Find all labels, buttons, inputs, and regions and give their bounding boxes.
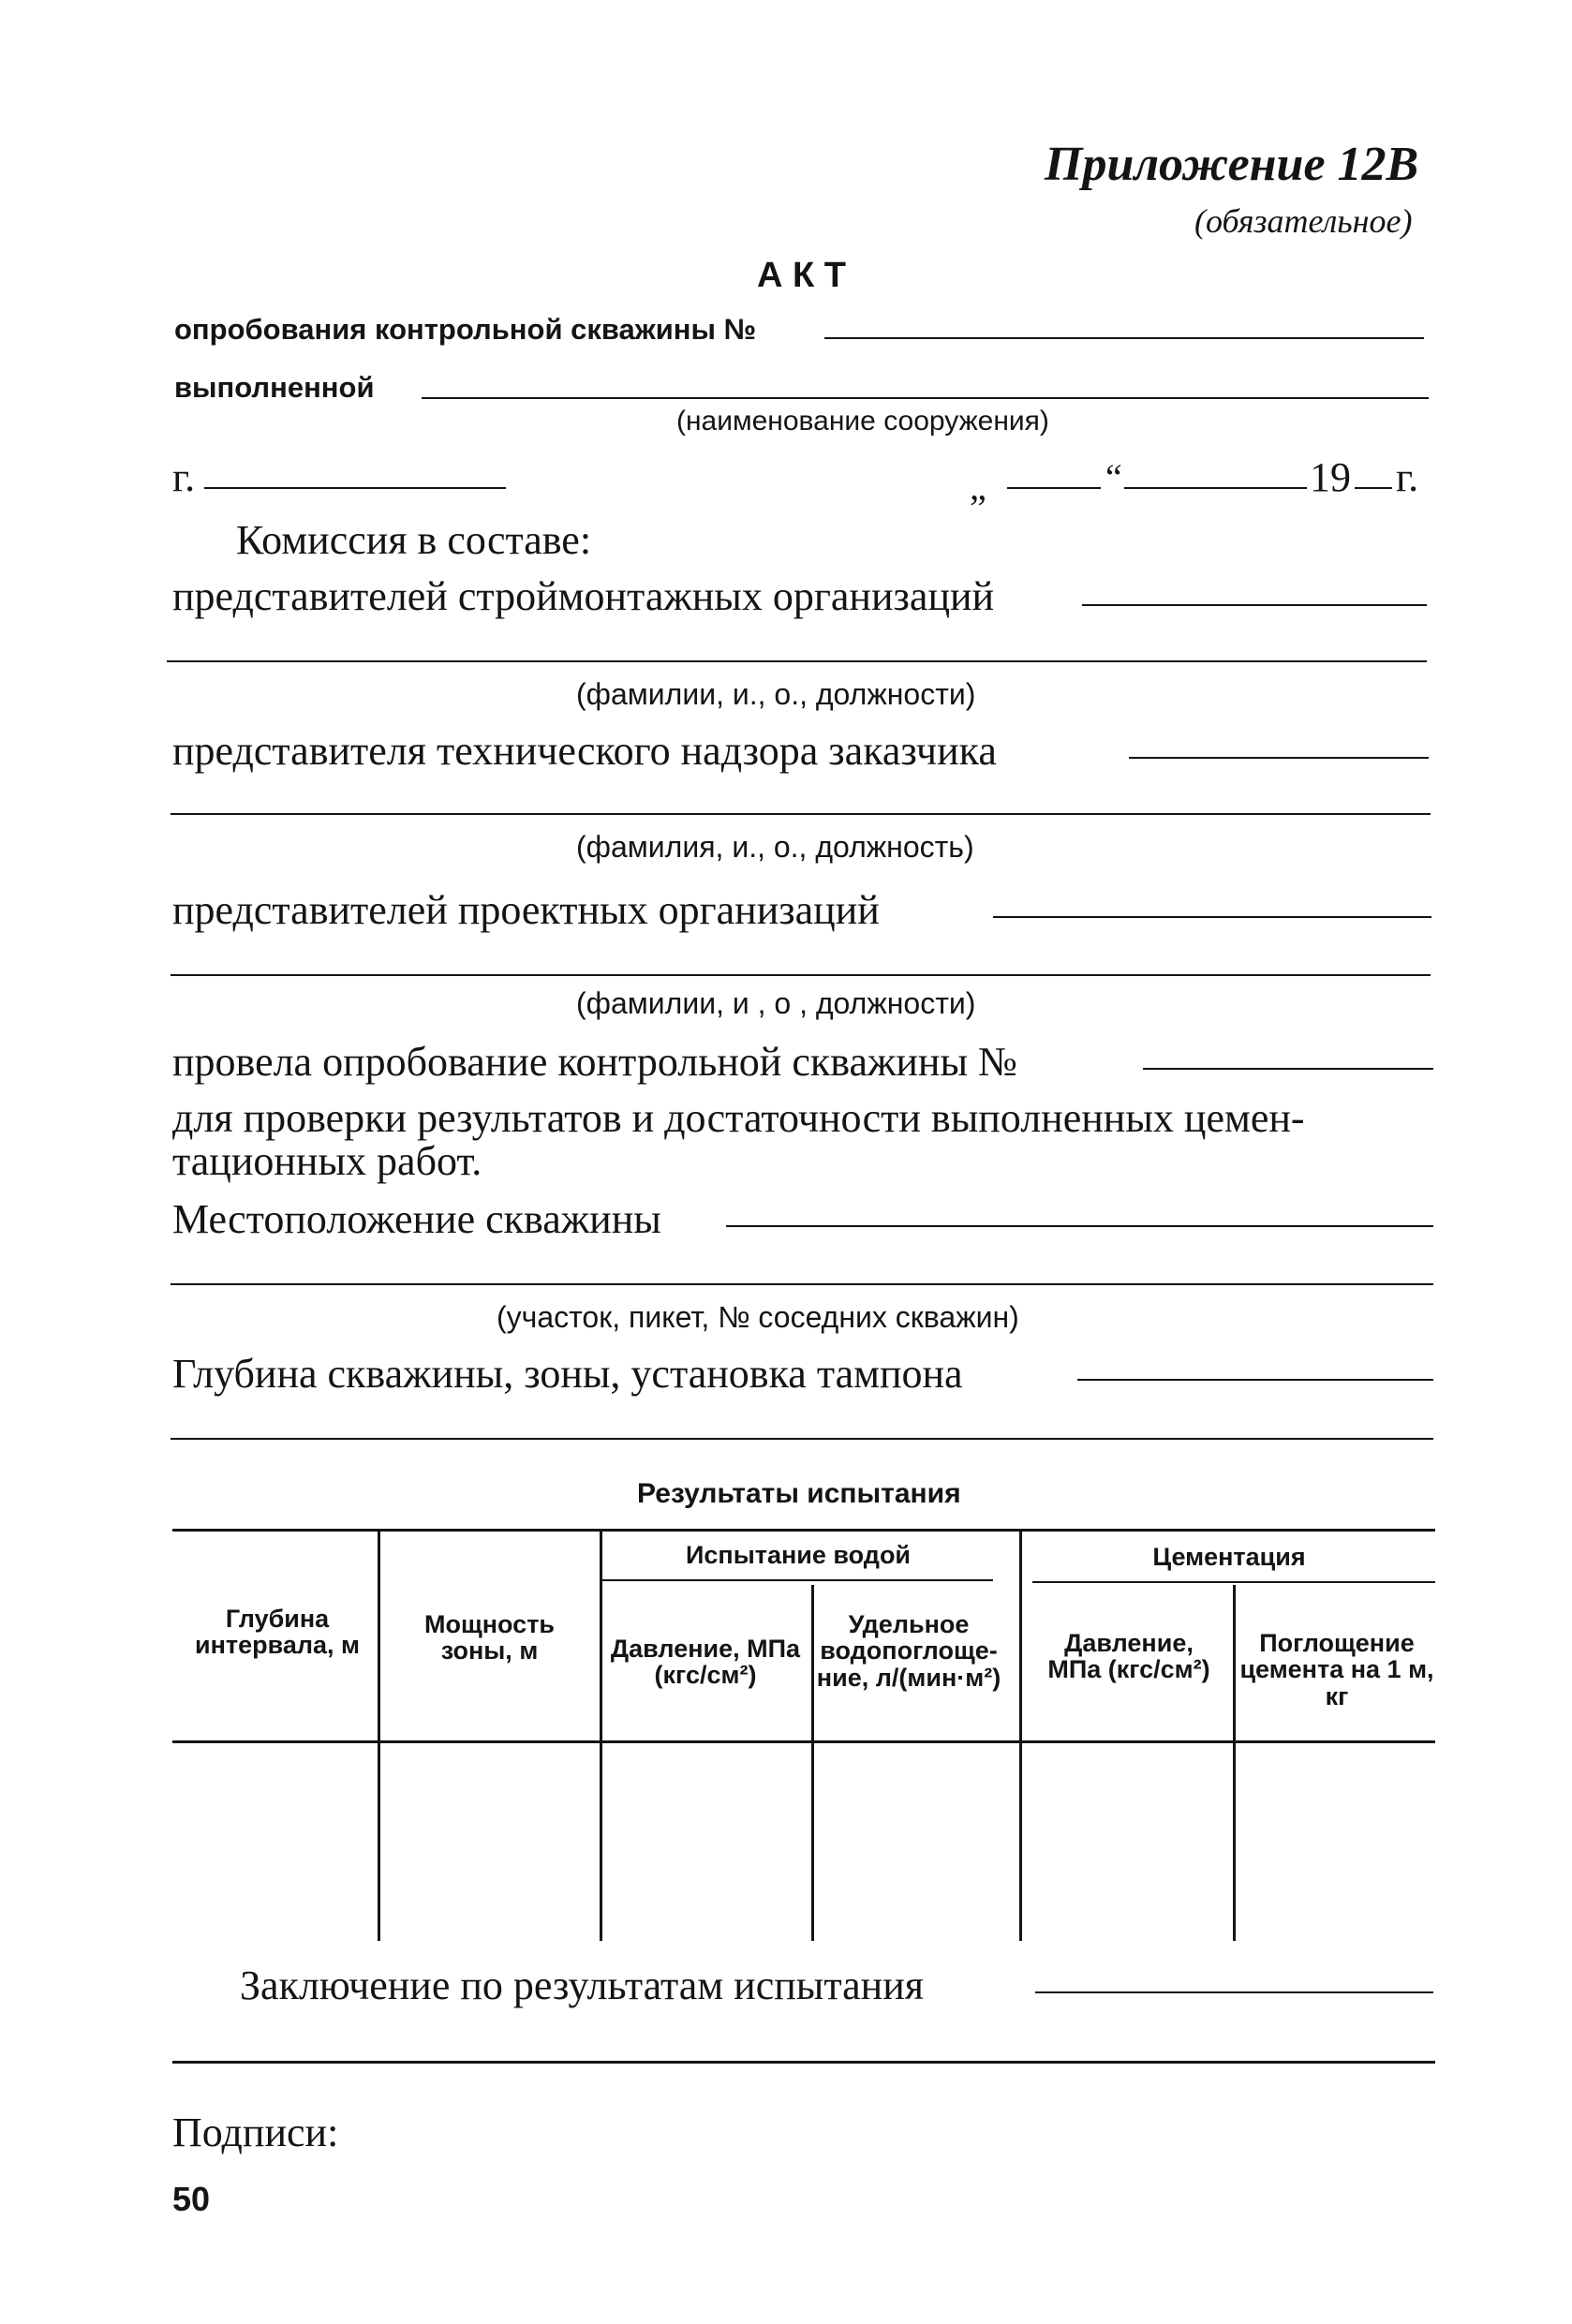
depth-label: Глубина скважины, зоны, установка тампона — [172, 1351, 963, 1397]
col-header-cement-absorption: Поглощение цемента на 1 м, кг — [1239, 1629, 1434, 1710]
supervision-blank-2 — [171, 813, 1431, 815]
design-caption: (фамилии, и , о , должности) — [576, 986, 976, 1020]
page-number: 50 — [172, 2180, 211, 2218]
signatures-label: Подписи: — [172, 2109, 339, 2155]
col-divider-4 — [1019, 1529, 1022, 1941]
results-title: Результаты испытания — [637, 1478, 961, 1509]
cement-group-rule — [1032, 1581, 1435, 1583]
col-header-cement-pressure: Давление, МПа (кгс/см²) — [1047, 1629, 1210, 1684]
col-header-thickness: Мощность зоны, м — [423, 1610, 556, 1665]
location-blank-2 — [171, 1283, 1433, 1285]
commission-intro: Комиссия в составе: — [236, 517, 592, 563]
act-title: А К Т — [757, 256, 846, 295]
conclusion-blank-2 — [172, 2061, 1435, 2064]
design-blank-2 — [171, 974, 1431, 976]
well-number-blank — [824, 337, 1424, 339]
water-group-rule — [601, 1579, 993, 1581]
date-close-quote: “ — [1105, 456, 1122, 498]
date-open-quote: „ — [970, 466, 986, 508]
year-blank — [1355, 487, 1392, 489]
depth-blank-1 — [1077, 1379, 1433, 1381]
design-label: представителей проектных организаций — [172, 887, 880, 933]
depth-blank-2 — [171, 1438, 1433, 1440]
conclusion-label: Заключение по результатам испытания — [240, 1962, 924, 2008]
city-blank — [204, 487, 506, 489]
appendix-title: Приложение 12В — [1045, 138, 1419, 191]
test-well-blank — [1143, 1068, 1433, 1070]
object-name-blank — [422, 397, 1429, 399]
year-suffix: г. — [1396, 454, 1419, 500]
col-divider-1 — [378, 1529, 380, 1941]
builders-label: представителей строймонтажных организаций — [172, 573, 995, 619]
month-blank — [1124, 487, 1307, 489]
col-divider-3 — [811, 1585, 814, 1941]
purpose-line-2: тационных работ. — [172, 1138, 482, 1184]
col-divider-5 — [1233, 1585, 1236, 1941]
col-header-water-absorption: Удельное водопоглоще-ние, л/(мин·м²) — [816, 1610, 1001, 1692]
purpose-line-1: для проверки результатов и достаточности выполненных цемен- — [172, 1095, 1305, 1141]
act-line-well: опробования контрольной скважины № — [174, 313, 757, 346]
header-bottom-rule — [172, 1740, 1435, 1743]
conclusion-blank-1 — [1035, 1991, 1433, 1993]
supervision-blank-1 — [1129, 757, 1429, 759]
city-prefix: г. — [172, 454, 196, 500]
act-line-performed: выполненной — [174, 371, 375, 404]
col-divider-2 — [600, 1529, 602, 1941]
col-header-water-pressure: Давление, МПа (кгс/см²) — [610, 1635, 801, 1690]
location-label: Местоположение скважины — [172, 1196, 661, 1242]
year-prefix: 19 — [1310, 454, 1351, 500]
appendix-note: (обязательное) — [1194, 202, 1413, 240]
object-caption: (наименование сооружения) — [676, 406, 1049, 437]
col-header-depth: Глубина интервала, м — [194, 1605, 361, 1660]
location-blank-1 — [726, 1225, 1433, 1227]
builders-caption: (фамилии, и., о., должности) — [576, 677, 976, 711]
group-water-header: Испытание водой — [685, 1541, 912, 1569]
day-blank — [1007, 487, 1101, 489]
test-line: провела опробование контрольной скважины № — [172, 1039, 1018, 1085]
design-blank-1 — [993, 916, 1431, 918]
supervision-caption: (фамилия, и., о., должность) — [576, 830, 974, 864]
location-caption: (участок, пикет, № соседних скважин) — [497, 1300, 1019, 1334]
group-cement-header: Цементация — [1152, 1543, 1306, 1571]
builders-blank-2 — [167, 660, 1427, 662]
supervision-label: представителя технического надзора заказчика — [172, 728, 997, 774]
table-top-rule — [172, 1529, 1435, 1532]
builders-blank-1 — [1082, 604, 1427, 606]
